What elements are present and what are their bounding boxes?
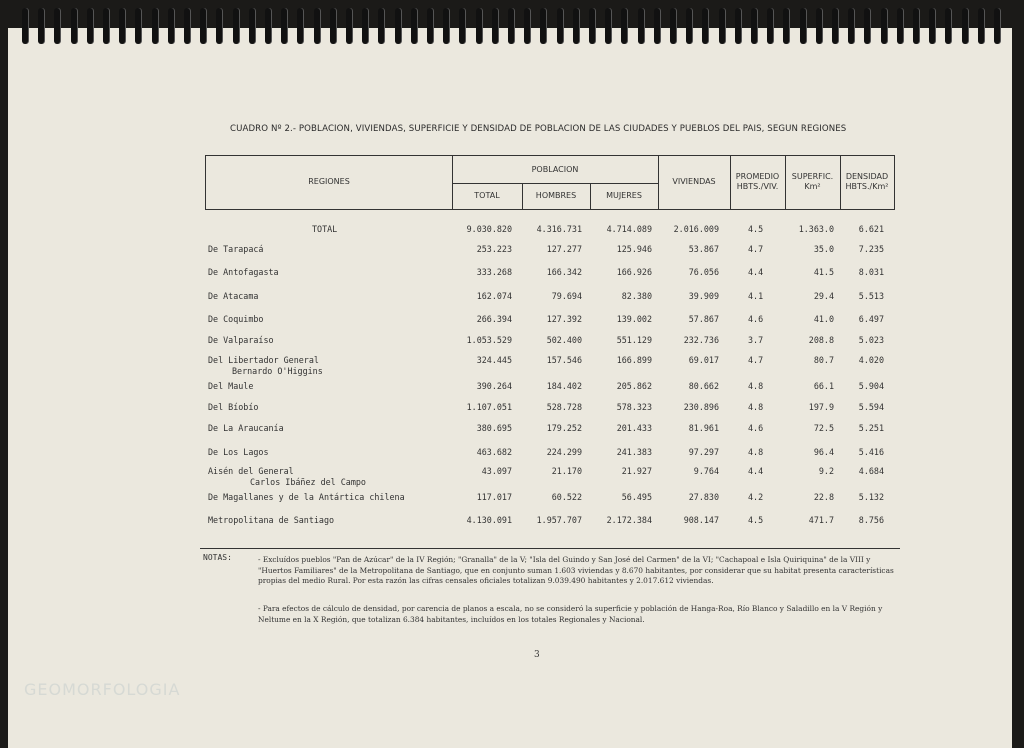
spiral-coil xyxy=(751,8,757,44)
spiral-coil xyxy=(524,8,530,44)
cell-total: 390.264 xyxy=(476,381,512,391)
cell-superficie: 41.5 xyxy=(813,267,834,277)
spiral-coil xyxy=(978,8,984,44)
page-number: 3 xyxy=(534,650,540,660)
cell-densidad: 5.132 xyxy=(858,492,884,502)
cell-total: 1.107.051 xyxy=(466,402,512,412)
cell-mujeres: 551.129 xyxy=(616,335,652,345)
cell-superficie: 66.1 xyxy=(813,381,834,391)
cell-viviendas: 230.896 xyxy=(683,402,719,412)
cell-viviendas: 81.961 xyxy=(688,423,719,433)
spiral-coil xyxy=(362,8,368,44)
cell-densidad: 5.594 xyxy=(858,402,884,412)
cell-promedio: 4.5 xyxy=(748,224,764,234)
show-through-text: GEOMORFOLOGIA xyxy=(24,680,181,699)
header-regiones: REGIONES xyxy=(308,177,350,186)
header-total: TOTAL xyxy=(474,190,500,200)
cell-densidad: 5.251 xyxy=(858,423,884,433)
spiral-coil xyxy=(897,8,903,44)
cell-promedio: 4.7 xyxy=(748,244,764,254)
cell-region: De Tarapacá xyxy=(208,244,264,254)
cell-total: 380.695 xyxy=(476,423,512,433)
spiral-coil xyxy=(443,8,449,44)
cell-mujeres: 201.433 xyxy=(616,423,652,433)
cell-total: 324.445 xyxy=(476,355,512,365)
spiral-coil xyxy=(200,8,206,44)
spiral-coil xyxy=(994,8,1000,44)
cell-promedio: 3.7 xyxy=(748,335,764,345)
spiral-binding xyxy=(0,0,1024,50)
cell-densidad: 8.031 xyxy=(858,267,884,277)
cell-promedio: 4.8 xyxy=(748,402,764,412)
cell-region: Metropolitana de Santiago xyxy=(208,515,335,525)
cell-region: De Los Lagos xyxy=(208,447,269,457)
cell-region: De Atacama xyxy=(208,291,259,301)
spiral-coil xyxy=(945,8,951,44)
spiral-coil xyxy=(314,8,320,44)
spiral-coil xyxy=(621,8,627,44)
cell-mujeres: 166.899 xyxy=(616,355,652,365)
cell-mujeres: 205.862 xyxy=(616,381,652,391)
table-row xyxy=(0,291,1024,302)
cell-hombres: 502.400 xyxy=(546,335,582,345)
notes-label: NOTAS: xyxy=(203,553,232,562)
cell-mujeres: 56.495 xyxy=(621,492,652,502)
spiral-coil xyxy=(152,8,158,44)
spiral-coil xyxy=(783,8,789,44)
cell-densidad: 8.756 xyxy=(858,515,884,525)
spiral-coil xyxy=(962,8,968,44)
cell-region: Del Libertador General xyxy=(208,355,319,365)
cell-mujeres: 82.380 xyxy=(621,291,652,301)
cell-region: De Magallanes y de la Antártica chilena xyxy=(208,492,405,502)
spiral-coil xyxy=(702,8,708,44)
cell-superficie: 29.4 xyxy=(813,291,834,301)
spiral-coil xyxy=(800,8,806,44)
spiral-coil xyxy=(686,8,692,44)
cell-viviendas: 9.764 xyxy=(693,466,719,476)
cell-hombres: 127.277 xyxy=(546,244,582,254)
cell-region: De Antofagasta xyxy=(208,267,279,277)
cell-total: 266.394 xyxy=(476,314,512,324)
spiral-coil xyxy=(87,8,93,44)
spiral-coil xyxy=(103,8,109,44)
spiral-coil xyxy=(605,8,611,44)
spiral-coil xyxy=(135,8,141,44)
spiral-coil xyxy=(54,8,60,44)
cell-densidad: 6.621 xyxy=(858,224,884,234)
cell-superficie: 80.7 xyxy=(813,355,834,365)
cell-total: 1.053.529 xyxy=(466,335,512,345)
table-row xyxy=(0,335,1024,346)
spiral-coil xyxy=(557,8,563,44)
cell-hombres: 21.170 xyxy=(551,466,582,476)
cell-promedio: 4.1 xyxy=(748,291,764,301)
spiral-coil xyxy=(459,8,465,44)
spiral-coil xyxy=(670,8,676,44)
table-row xyxy=(0,466,1024,487)
cell-densidad: 5.904 xyxy=(858,381,884,391)
spiral-coil xyxy=(881,8,887,44)
cell-densidad: 5.416 xyxy=(858,447,884,457)
note-2: - Para efectos de cálculo de densidad, por carencia de planos a escala, no se consideró la superficie y población de Hanga-Roa, Río Blanco y Saladillo en la V Región y Neltume en la X Región, que totalizan 6.384 habitantes, incluídos en los totales Regionales y Nacional. xyxy=(258,604,883,624)
cell-hombres: 60.522 xyxy=(551,492,582,502)
cell-total: 333.268 xyxy=(476,267,512,277)
cell-viviendas: 2.016.009 xyxy=(673,224,719,234)
cell-hombres: 127.392 xyxy=(546,314,582,324)
cell-mujeres: 166.926 xyxy=(616,267,652,277)
spiral-coil xyxy=(346,8,352,44)
cell-densidad: 4.684 xyxy=(858,466,884,476)
cell-superficie: 22.8 xyxy=(813,492,834,502)
spiral-coil xyxy=(816,8,822,44)
cell-viviendas: 53.867 xyxy=(688,244,719,254)
cell-viviendas: 232.736 xyxy=(683,335,719,345)
cell-hombres: 79.694 xyxy=(551,291,582,301)
cell-hombres: 4.316.731 xyxy=(536,224,582,234)
cell-viviendas: 97.297 xyxy=(688,447,719,457)
cell-densidad: 5.513 xyxy=(858,291,884,301)
cell-mujeres: 578.323 xyxy=(616,402,652,412)
table-row xyxy=(0,492,1024,503)
cell-superficie: 41.0 xyxy=(813,314,834,324)
cell-promedio: 4.2 xyxy=(748,492,764,502)
table-row xyxy=(0,515,1024,526)
cell-superficie: 471.7 xyxy=(808,515,834,525)
spiral-coil xyxy=(573,8,579,44)
spiral-coil xyxy=(638,8,644,44)
cell-viviendas: 80.662 xyxy=(688,381,719,391)
cell-region-line2: Bernardo O'Higgins xyxy=(232,366,323,376)
cell-hombres: 184.402 xyxy=(546,381,582,391)
cell-viviendas: 39.909 xyxy=(688,291,719,301)
spiral-coil xyxy=(654,8,660,44)
spiral-coil xyxy=(719,8,725,44)
cell-hombres: 166.342 xyxy=(546,267,582,277)
spiral-coil xyxy=(492,8,498,44)
table-header xyxy=(205,155,895,210)
spiral-coil xyxy=(832,8,838,44)
cell-promedio: 4.4 xyxy=(748,466,764,476)
cell-hombres: 224.299 xyxy=(546,447,582,457)
cell-total: 253.223 xyxy=(476,244,512,254)
cell-total: 4.130.091 xyxy=(466,515,512,525)
cell-mujeres: 4.714.089 xyxy=(606,224,652,234)
table-row xyxy=(0,267,1024,278)
cell-total: 9.030.820 xyxy=(466,224,512,234)
spiral-coil xyxy=(540,8,546,44)
cell-mujeres: 139.002 xyxy=(616,314,652,324)
cell-densidad: 4.020 xyxy=(858,355,884,365)
cell-promedio: 4.8 xyxy=(748,447,764,457)
cell-region: Del Bíobío xyxy=(208,402,259,412)
cell-superficie: 96.4 xyxy=(813,447,834,457)
cell-region: TOTAL xyxy=(312,224,338,234)
spiral-coil xyxy=(848,8,854,44)
cell-region: De Valparaíso xyxy=(208,335,274,345)
cell-viviendas: 69.017 xyxy=(688,355,719,365)
cell-viviendas: 908.147 xyxy=(683,515,719,525)
header-viviendas: VIVIENDAS xyxy=(672,177,716,186)
table-row xyxy=(0,244,1024,255)
cell-superficie: 72.5 xyxy=(813,423,834,433)
header-superficie: SUPERFIC. Km² xyxy=(791,172,834,191)
spiral-coil xyxy=(330,8,336,44)
cell-promedio: 4.7 xyxy=(748,355,764,365)
spiral-coil xyxy=(184,8,190,44)
header-poblacion: POBLACION xyxy=(531,164,579,174)
cell-region: De La Araucanía xyxy=(208,423,284,433)
cell-densidad: 5.023 xyxy=(858,335,884,345)
cell-superficie: 1.363.0 xyxy=(798,224,834,234)
spiral-coil xyxy=(38,8,44,44)
cell-promedio: 4.4 xyxy=(748,267,764,277)
cell-superficie: 197.9 xyxy=(808,402,834,412)
spiral-coil xyxy=(913,8,919,44)
header-densidad: DENSIDAD HBTS./Km² xyxy=(845,172,889,191)
spiral-coil xyxy=(589,8,595,44)
cell-promedio: 4.6 xyxy=(748,423,764,433)
cell-region: De Coquimbo xyxy=(208,314,264,324)
cell-mujeres: 21.927 xyxy=(621,466,652,476)
cell-densidad: 7.235 xyxy=(858,244,884,254)
cell-total: 162.074 xyxy=(476,291,512,301)
cell-hombres: 1.957.707 xyxy=(536,515,582,525)
note-1: - Excluídos pueblos "Pan de Azúcar" de la IV Región; "Granalla" de la V; "Isla del Guindo y San José del Carmen" de la VI; "Cachapoal e Isla Quiriquina" de la VIII y "Huertos Familiares" de la Metropolitana de Santiago, que en conjunto suman 1.603 viviendas y 8.670 habitantes, por considerar que su habitat presenta características propias del medio Rural. Por esta razón las cifras censales oficiales totalizan 9.039.490 habitantes y 2.017.612 viviendas. xyxy=(258,555,894,585)
cell-hombres: 179.252 xyxy=(546,423,582,433)
spiral-coil xyxy=(395,8,401,44)
cell-viviendas: 76.056 xyxy=(688,267,719,277)
table-row xyxy=(0,402,1024,413)
spiral-coil xyxy=(427,8,433,44)
header-hombres: HOMBRES xyxy=(535,190,577,200)
cell-total: 463.682 xyxy=(476,447,512,457)
cell-mujeres: 125.946 xyxy=(616,244,652,254)
cell-hombres: 528.728 xyxy=(546,402,582,412)
table-row xyxy=(0,314,1024,325)
spiral-coil xyxy=(119,8,125,44)
cell-densidad: 6.497 xyxy=(858,314,884,324)
cell-mujeres: 241.383 xyxy=(616,447,652,457)
cell-hombres: 157.546 xyxy=(546,355,582,365)
cell-total: 117.017 xyxy=(476,492,512,502)
spiral-coil xyxy=(476,8,482,44)
cell-region: Del Maule xyxy=(208,381,254,391)
spiral-coil xyxy=(864,8,870,44)
cell-region: Aisén del General xyxy=(208,466,294,476)
cell-superficie: 208.8 xyxy=(808,335,834,345)
cell-total: 43.097 xyxy=(481,466,512,476)
spiral-coil xyxy=(265,8,271,44)
table-row xyxy=(0,447,1024,458)
cell-promedio: 4.8 xyxy=(748,381,764,391)
cell-superficie: 35.0 xyxy=(813,244,834,254)
spiral-coil xyxy=(735,8,741,44)
table-row xyxy=(0,224,1024,235)
spiral-coil xyxy=(378,8,384,44)
header-mujeres: MUJERES xyxy=(606,190,642,200)
table-row xyxy=(0,423,1024,434)
spiral-coil xyxy=(411,8,417,44)
spiral-coil xyxy=(233,8,239,44)
table-row xyxy=(0,355,1024,376)
cell-superficie: 9.2 xyxy=(818,466,834,476)
spiral-coil xyxy=(767,8,773,44)
table-row xyxy=(0,381,1024,392)
spiral-coil xyxy=(281,8,287,44)
cell-promedio: 4.5 xyxy=(748,515,764,525)
spiral-coil xyxy=(508,8,514,44)
spiral-coil xyxy=(929,8,935,44)
cell-region-line2: Carlos Ibáñez del Campo xyxy=(250,477,366,487)
spiral-coil xyxy=(297,8,303,44)
spiral-coil xyxy=(249,8,255,44)
cell-viviendas: 57.867 xyxy=(688,314,719,324)
cell-viviendas: 27.830 xyxy=(688,492,719,502)
divider xyxy=(200,548,900,549)
spiral-coil xyxy=(71,8,77,44)
spiral-coil xyxy=(168,8,174,44)
cell-promedio: 4.6 xyxy=(748,314,764,324)
cell-mujeres: 2.172.384 xyxy=(606,515,652,525)
spiral-coil xyxy=(22,8,28,44)
header-promedio: PROMEDIO HBTS./VIV. xyxy=(735,172,780,191)
spiral-coil xyxy=(216,8,222,44)
table-title: CUADRO Nº 2.- POBLACION, VIVIENDAS, SUPERFICIE Y DENSIDAD DE POBLACION DE LAS CIUDADES Y PUEBLOS DEL PAIS, SEGUN REGIONES xyxy=(230,124,847,134)
